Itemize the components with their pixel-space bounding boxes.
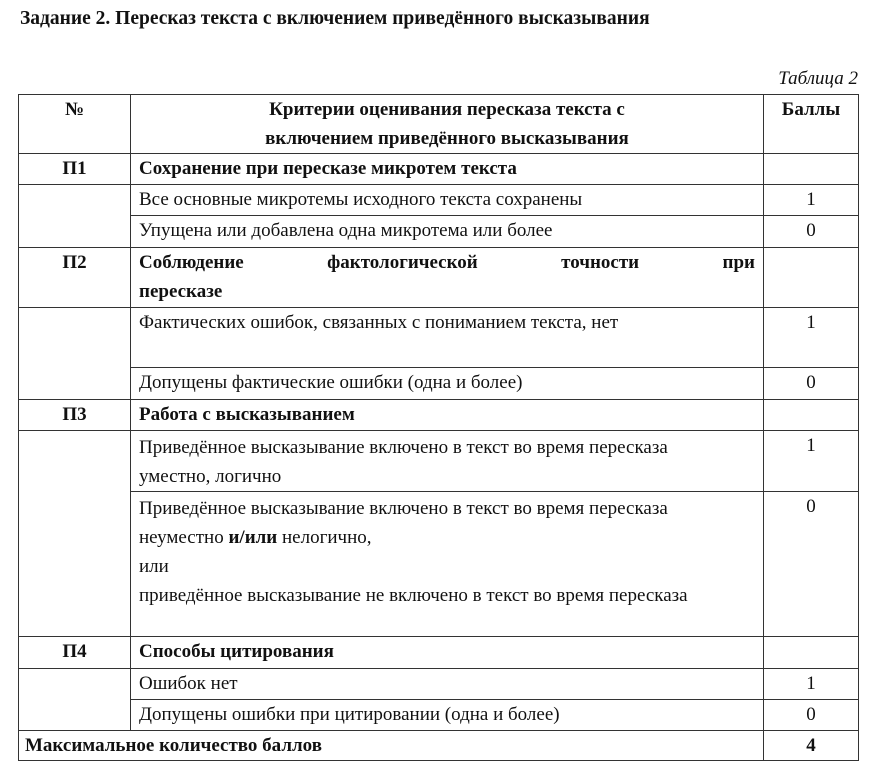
table-row [19, 431, 859, 492]
criterion-text: Все основные микротемы исходного текста сохранены [131, 185, 764, 216]
score-cell: 1 [764, 669, 859, 700]
criterion-text: Ошибок нет [131, 669, 764, 700]
score-cell [764, 400, 859, 431]
table-caption: Таблица 2 [778, 68, 858, 89]
criterion-heading-row [19, 154, 859, 185]
criterion-text: Упущена или добавлена одна микротема или более [131, 216, 764, 248]
score-cell: 1 [764, 308, 859, 368]
table-row [19, 216, 859, 248]
table-row [19, 700, 859, 731]
total-row [19, 731, 859, 761]
total-score: 4 [764, 731, 859, 761]
criterion-id: П4 [19, 637, 131, 669]
criterion-id: П2 [19, 248, 131, 308]
score-cell: 0 [764, 700, 859, 731]
criterion-text: Допущены ошибки при цитировании (одна и более) [131, 700, 764, 731]
header-num: № [19, 95, 131, 154]
empty-cell [19, 185, 131, 248]
score-cell [764, 637, 859, 669]
task-title [20, 8, 650, 30]
criterion-text: Приведённое высказывание включено в текст во время пересказа уместно, логично [131, 431, 764, 492]
empty-cell [19, 431, 131, 637]
table-row [19, 368, 859, 400]
score-cell: 1 [764, 185, 859, 216]
criterion-text: Приведённое высказывание включено в текст во время пересказа неуместно и/или нелогично, или приведённое высказывание не включено в текст во время пересказа [131, 492, 764, 637]
header-score: Баллы [764, 95, 859, 154]
criteria-table [18, 94, 859, 761]
criterion-heading-row [19, 637, 859, 669]
score-cell [764, 154, 859, 185]
score-cell: 1 [764, 431, 859, 492]
score-cell: 0 [764, 368, 859, 400]
criterion-heading-row [19, 400, 859, 431]
criterion-text: Допущены фактические ошибки (одна и более) [131, 368, 764, 400]
task-number: Задание 2 [20, 8, 106, 29]
score-cell: 0 [764, 216, 859, 248]
criterion-text: Фактических ошибок, связанных с пониманием текста, нет [131, 308, 764, 368]
criterion-heading-row [19, 248, 859, 308]
total-label: Максимальное количество баллов [19, 731, 764, 761]
table-header-row [19, 95, 859, 154]
empty-cell [19, 308, 131, 400]
table-row [19, 669, 859, 700]
task-title-text: . Пересказ текста с включением приведённого высказывания [105, 8, 650, 29]
criterion-heading: Работа с высказыванием [131, 400, 764, 431]
criterion-heading: Способы цитирования [131, 637, 764, 669]
criterion-heading: Соблюдение фактологической точности при пересказе [131, 248, 764, 308]
criterion-id: П3 [19, 400, 131, 431]
table-row [19, 492, 859, 637]
score-cell [764, 248, 859, 308]
table-row [19, 185, 859, 216]
empty-cell [19, 669, 131, 731]
header-criteria: Критерии оценивания пересказа текста с включением приведённого высказывания [131, 95, 764, 154]
criterion-heading: Сохранение при пересказе микротем текста [131, 154, 764, 185]
table-row [19, 308, 859, 368]
score-cell: 0 [764, 492, 859, 637]
criterion-id: П1 [19, 154, 131, 185]
